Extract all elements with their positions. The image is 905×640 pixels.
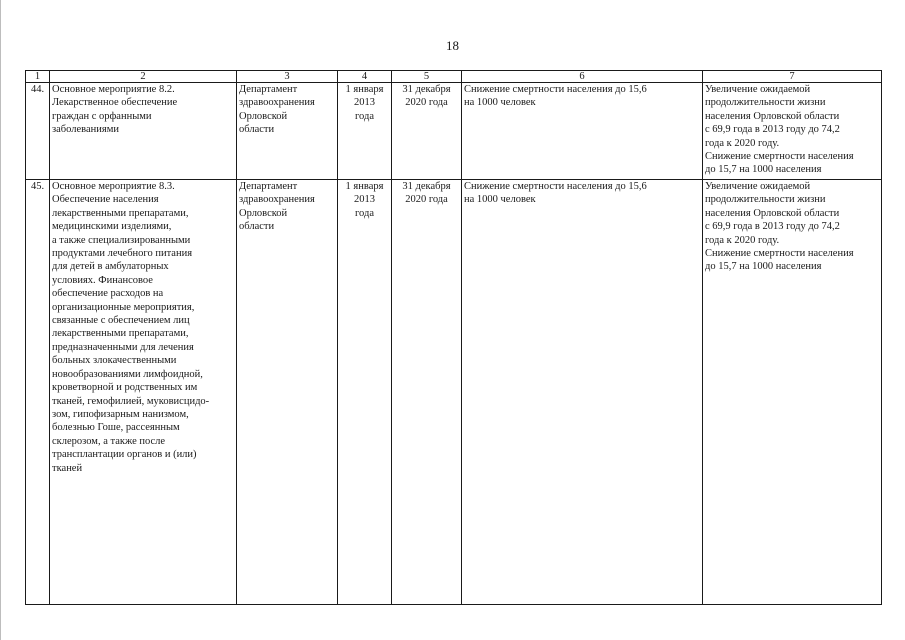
column-header-6: 6 — [462, 71, 703, 83]
start-date-cell: 1 января 2013 года — [338, 83, 392, 180]
column-header-3: 3 — [237, 71, 338, 83]
page-number: 18 — [446, 38, 459, 53]
target-indicator-cell: Увеличение ожидаемой продолжительности жизни населения Орловской области с 69,9 года в 2013 году до 74,2 года к 2020 году. Снижение смертности населения до 15,7 на 1000 населения — [703, 180, 882, 605]
column-header-1: 1 — [26, 71, 50, 83]
expected-result-cell: Снижение смертности населения до 15,6 на 1000 человек — [462, 180, 703, 605]
executor-cell: Департамент здравоохранения Орловской области — [237, 83, 338, 180]
table-row — [26, 83, 882, 180]
row-number: 44. — [26, 83, 50, 180]
end-date-cell: 31 декабря 2020 года — [392, 83, 462, 180]
scan-edge-line — [0, 0, 1, 640]
table-row — [26, 180, 882, 605]
column-header-7: 7 — [703, 71, 882, 83]
activity-cell: Основное мероприятие 8.2. Лекарственное обеспечение граждан с орфанными заболеваниями — [50, 83, 237, 180]
target-indicator-cell: Увеличение ожидаемой продолжительности жизни населения Орловской области с 69,9 года в 2013 году до 74,2 года к 2020 году. Снижение смертности населения до 15,7 на 1000 населения — [703, 83, 882, 180]
row-number: 45. — [26, 180, 50, 605]
table-header-row — [26, 71, 882, 83]
column-header-5: 5 — [392, 71, 462, 83]
start-date-cell: 1 января 2013 года — [338, 180, 392, 605]
activity-cell: Основное мероприятие 8.3. Обеспечение населения лекарственными препаратами, медицинскими изделиями, а также специализированными продуктами лечебного питания для детей в амбулаторных условиях. Финансовое обеспечение расходов на организационные мероприятия, связанные с обеспечением лиц лекарственными препаратами, предназначенными для лечения больных злокачественными новообразованиями лимфоидной, кроветворной и родственных им тканей, гемофилией, муковисцидо- зом, гипофизарным нанизмом, болезнью Гоше, рассеянным склерозом, а также после трансплантации органов и (или) тканей — [50, 180, 237, 605]
column-header-4: 4 — [338, 71, 392, 83]
measures-table — [25, 70, 882, 605]
executor-cell: Департамент здравоохранения Орловской области — [237, 180, 338, 605]
column-header-2: 2 — [50, 71, 237, 83]
end-date-cell: 31 декабря 2020 года — [392, 180, 462, 605]
expected-result-cell: Снижение смертности населения до 15,6 на 1000 человек — [462, 83, 703, 180]
